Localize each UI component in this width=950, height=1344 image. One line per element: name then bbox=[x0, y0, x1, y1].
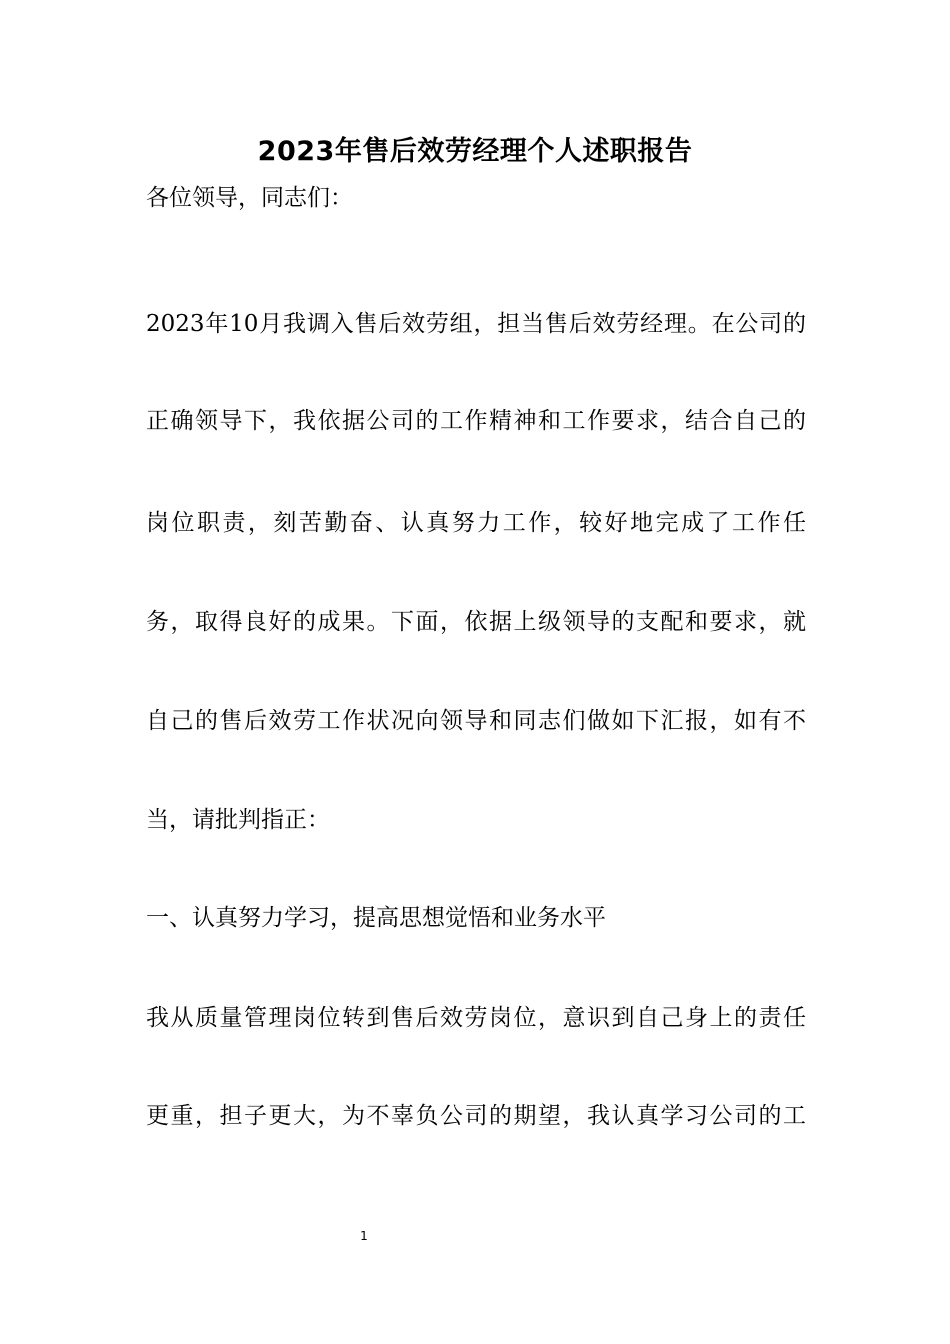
section-heading-1: 一、认真努力学习，提高思想觉悟和业务水平 bbox=[146, 905, 606, 931]
paragraph-line-2: 正确领导下，我依据公司的工作精神和工作要求，结合自己的 bbox=[146, 408, 806, 434]
document-title: 2023年售后效劳经理个人述职报告 bbox=[257, 136, 693, 167]
paragraph-line-1: 2023年10月我调入售后效劳组，担当售后效劳经理。在公司的 bbox=[146, 311, 806, 337]
paragraph-line-7: 我从质量管理岗位转到售后效劳岗位，意识到自己身上的责任 bbox=[146, 1005, 806, 1031]
paragraph-line-5: 自己的售后效劳工作状况向领导和同志们做如下汇报，如有不 bbox=[146, 708, 806, 734]
paragraph-line-6: 当，请批判指正： bbox=[146, 807, 330, 833]
page-number: 1 bbox=[360, 1229, 368, 1243]
salutation: 各位领导，同志们： bbox=[146, 185, 353, 211]
paragraph-line-8: 更重，担子更大，为不辜负公司的期望，我认真学习公司的工 bbox=[146, 1103, 806, 1129]
paragraph-line-4: 务，取得良好的成果。下面，依据上级领导的支配和要求，就 bbox=[146, 609, 806, 635]
paragraph-line-3: 岗位职责，刻苦勤奋、认真努力工作，较好地完成了工作任 bbox=[146, 510, 806, 536]
